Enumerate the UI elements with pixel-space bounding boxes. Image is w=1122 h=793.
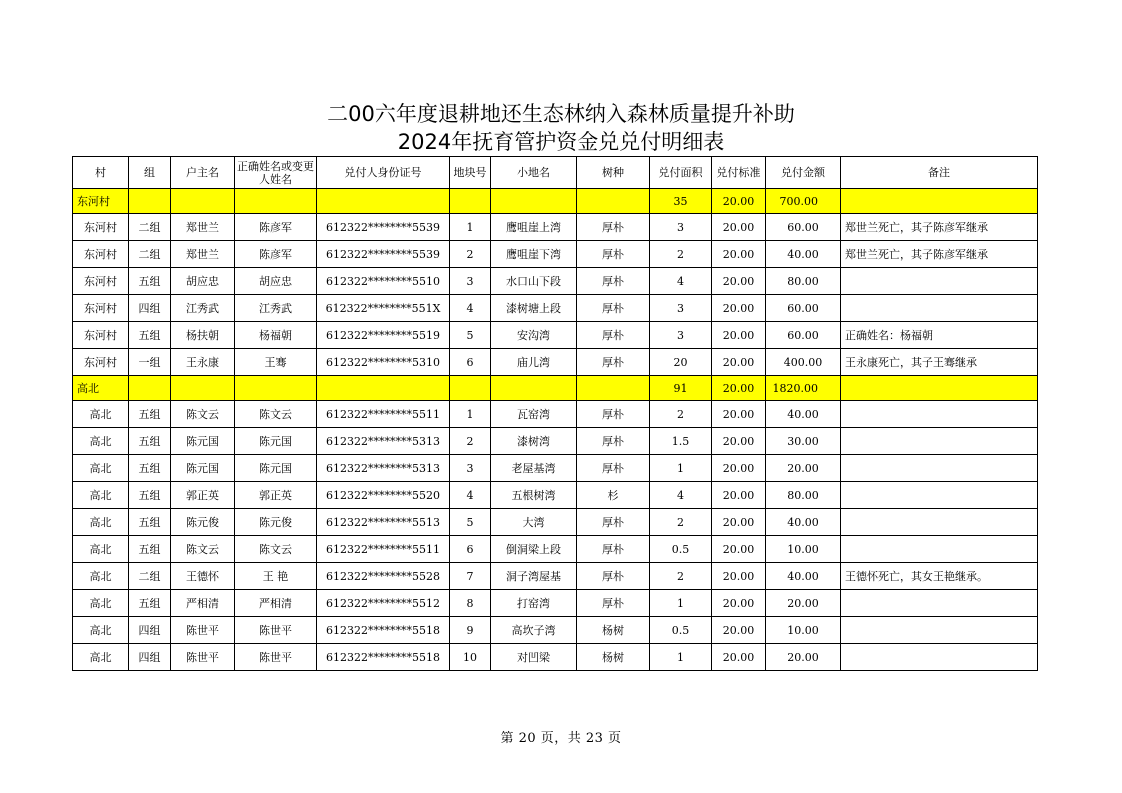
cell-group: 一组	[129, 349, 171, 376]
cell-area: 4	[650, 482, 712, 509]
cell-area: 1	[650, 455, 712, 482]
table-header-row	[73, 157, 1038, 189]
cell-remarks	[841, 509, 1038, 536]
header-amount: 兑付金额	[766, 157, 841, 189]
cell-amount: 60.00	[766, 322, 841, 349]
header-area: 兑付面积	[650, 157, 712, 189]
cell-correct-name: 陈元国	[235, 455, 317, 482]
cell-correct-name: 江秀武	[235, 295, 317, 322]
cell-plot-number: 10	[450, 644, 491, 671]
cell-rate: 20.00	[712, 295, 766, 322]
cell-tree-species: 厚朴	[577, 295, 650, 322]
table-row	[73, 590, 1038, 617]
cell-tree-species: 厚朴	[577, 590, 650, 617]
cell-place-name: 安沟湾	[491, 322, 577, 349]
cell-place-name: 瓦窑湾	[491, 401, 577, 428]
cell-remarks	[841, 536, 1038, 563]
cell-remarks	[841, 455, 1038, 482]
cell-remarks	[841, 428, 1038, 455]
cell-village: 东河村	[73, 349, 129, 376]
cell-group: 五组	[129, 455, 171, 482]
cell-householder: 陈文云	[171, 401, 235, 428]
cell-id-number: 612322********5313	[317, 455, 450, 482]
cell-place-name: 鹰咀崖上湾	[491, 214, 577, 241]
cell-rate: 20.00	[712, 349, 766, 376]
cell-group: 二组	[129, 214, 171, 241]
cell-rate: 20.00	[712, 536, 766, 563]
cell-amount: 700.00	[766, 189, 841, 214]
cell-village: 东河村	[73, 322, 129, 349]
cell-amount: 40.00	[766, 509, 841, 536]
document-title-line1: 二00六年度退耕地还生态林纳入森林质量提升补助	[327, 102, 795, 126]
cell-area: 2	[650, 401, 712, 428]
cell-householder: 胡应忠	[171, 268, 235, 295]
summary-row	[73, 376, 1038, 401]
cell-place-name: 对凹梁	[491, 644, 577, 671]
header-householder: 户主名	[171, 157, 235, 189]
cell-id-number: 612322********5512	[317, 590, 450, 617]
cell-householder: 陈元国	[171, 455, 235, 482]
cell-plot-number: 2	[450, 241, 491, 268]
cell-area: 4	[650, 268, 712, 295]
cell-tree-species: 杉	[577, 482, 650, 509]
cell-householder: 郑世兰	[171, 214, 235, 241]
cell-correct-name: 陈文云	[235, 401, 317, 428]
cell-id-number: 612322********5510	[317, 268, 450, 295]
cell-rate: 20.00	[712, 617, 766, 644]
cell-householder: 郑世兰	[171, 241, 235, 268]
cell-place-name	[491, 189, 577, 214]
cell-correct-name: 陈元国	[235, 428, 317, 455]
cell-plot-number: 1	[450, 401, 491, 428]
cell-remarks: 郑世兰死亡，其子陈彦军继承	[841, 241, 1038, 268]
cell-amount: 30.00	[766, 428, 841, 455]
table-row	[73, 617, 1038, 644]
cell-amount: 60.00	[766, 214, 841, 241]
cell-id-number: 612322********5511	[317, 401, 450, 428]
cell-plot-number	[450, 189, 491, 214]
cell-amount: 20.00	[766, 644, 841, 671]
cell-village: 高北	[73, 401, 129, 428]
cell-id-number: 612322********5520	[317, 482, 450, 509]
cell-correct-name: 严相清	[235, 590, 317, 617]
cell-remarks	[841, 401, 1038, 428]
cell-area: 2	[650, 241, 712, 268]
cell-village: 东河村	[73, 214, 129, 241]
cell-rate: 20.00	[712, 428, 766, 455]
cell-group: 五组	[129, 428, 171, 455]
cell-rate: 20.00	[712, 563, 766, 590]
cell-correct-name: 陈文云	[235, 536, 317, 563]
cell-village: 高北	[73, 376, 129, 401]
cell-remarks: 王德怀死亡，其女王艳继承。	[841, 563, 1038, 590]
cell-rate: 20.00	[712, 376, 766, 401]
cell-householder: 严相清	[171, 590, 235, 617]
cell-area: 0.5	[650, 536, 712, 563]
cell-group: 二组	[129, 241, 171, 268]
cell-householder: 杨扶朝	[171, 322, 235, 349]
cell-amount: 1820.00	[766, 376, 841, 401]
cell-householder: 陈世平	[171, 617, 235, 644]
cell-remarks	[841, 644, 1038, 671]
cell-group: 五组	[129, 590, 171, 617]
table-row	[73, 214, 1038, 241]
cell-amount: 40.00	[766, 401, 841, 428]
cell-tree-species: 厚朴	[577, 349, 650, 376]
cell-village: 高北	[73, 644, 129, 671]
cell-amount: 80.00	[766, 268, 841, 295]
header-place-name: 小地名	[491, 157, 577, 189]
cell-householder: 陈世平	[171, 644, 235, 671]
table-row	[73, 268, 1038, 295]
cell-tree-species: 厚朴	[577, 401, 650, 428]
cell-place-name: 五根树湾	[491, 482, 577, 509]
cell-id-number: 612322********5539	[317, 241, 450, 268]
cell-plot-number: 2	[450, 428, 491, 455]
cell-correct-name: 陈世平	[235, 644, 317, 671]
cell-id-number: 612322********5313	[317, 428, 450, 455]
cell-plot-number: 4	[450, 295, 491, 322]
cell-id-number: 612322********5519	[317, 322, 450, 349]
cell-plot-number: 8	[450, 590, 491, 617]
cell-remarks	[841, 617, 1038, 644]
cell-tree-species: 厚朴	[577, 536, 650, 563]
cell-place-name: 老屋基湾	[491, 455, 577, 482]
cell-householder: 王德怀	[171, 563, 235, 590]
table-row	[73, 536, 1038, 563]
table-row	[73, 563, 1038, 590]
header-id-number: 兑付人身份证号	[317, 157, 450, 189]
cell-id-number: 612322********551X	[317, 295, 450, 322]
payment-detail-table	[72, 156, 1038, 671]
summary-row	[73, 189, 1038, 214]
cell-area: 91	[650, 376, 712, 401]
cell-plot-number: 9	[450, 617, 491, 644]
cell-village: 高北	[73, 617, 129, 644]
cell-group: 五组	[129, 401, 171, 428]
cell-remarks: 正确姓名：杨福朝	[841, 322, 1038, 349]
cell-place-name: 漆树湾	[491, 428, 577, 455]
table-row	[73, 241, 1038, 268]
cell-area: 2	[650, 563, 712, 590]
cell-tree-species: 厚朴	[577, 428, 650, 455]
header-group: 组	[129, 157, 171, 189]
cell-tree-species: 厚朴	[577, 322, 650, 349]
cell-group: 四组	[129, 644, 171, 671]
cell-correct-name: 陈世平	[235, 617, 317, 644]
cell-area: 20	[650, 349, 712, 376]
cell-remarks	[841, 482, 1038, 509]
header-village: 村	[73, 157, 129, 189]
cell-place-name: 高坎子湾	[491, 617, 577, 644]
table-row	[73, 455, 1038, 482]
cell-rate: 20.00	[712, 509, 766, 536]
cell-id-number: 612322********5518	[317, 617, 450, 644]
cell-rate: 20.00	[712, 590, 766, 617]
cell-village: 高北	[73, 428, 129, 455]
cell-householder: 郭正英	[171, 482, 235, 509]
cell-id-number: 612322********5511	[317, 536, 450, 563]
cell-rate: 20.00	[712, 455, 766, 482]
cell-tree-species: 厚朴	[577, 563, 650, 590]
table-row	[73, 428, 1038, 455]
cell-group: 二组	[129, 563, 171, 590]
cell-area: 1	[650, 590, 712, 617]
cell-plot-number	[450, 376, 491, 401]
cell-rate: 20.00	[712, 241, 766, 268]
cell-area: 35	[650, 189, 712, 214]
cell-plot-number: 6	[450, 349, 491, 376]
cell-amount: 20.00	[766, 455, 841, 482]
cell-group: 四组	[129, 295, 171, 322]
cell-amount: 80.00	[766, 482, 841, 509]
cell-place-name: 鹰咀崖下湾	[491, 241, 577, 268]
cell-amount: 40.00	[766, 563, 841, 590]
cell-rate: 20.00	[712, 214, 766, 241]
cell-group: 五组	[129, 322, 171, 349]
cell-tree-species	[577, 376, 650, 401]
cell-amount: 10.00	[766, 617, 841, 644]
cell-plot-number: 3	[450, 268, 491, 295]
cell-village: 高北	[73, 482, 129, 509]
cell-id-number: 612322********5518	[317, 644, 450, 671]
cell-place-name: 倒洞梁上段	[491, 536, 577, 563]
header-correct-name: 正确姓名或变更人姓名	[235, 157, 317, 189]
cell-householder	[171, 189, 235, 214]
cell-amount: 20.00	[766, 590, 841, 617]
cell-tree-species	[577, 189, 650, 214]
cell-place-name: 水口山下段	[491, 268, 577, 295]
cell-place-name: 漆树塘上段	[491, 295, 577, 322]
cell-area: 0.5	[650, 617, 712, 644]
table-row	[73, 482, 1038, 509]
cell-remarks	[841, 268, 1038, 295]
cell-tree-species: 厚朴	[577, 509, 650, 536]
cell-correct-name: 杨福朝	[235, 322, 317, 349]
document-title-line2: 2024年抚育管护资金兑兑付明细表	[397, 130, 725, 154]
cell-correct-name: 陈元俊	[235, 509, 317, 536]
header-rate: 兑付标准	[712, 157, 766, 189]
cell-village: 东河村	[73, 241, 129, 268]
cell-plot-number: 3	[450, 455, 491, 482]
cell-village: 高北	[73, 536, 129, 563]
cell-correct-name	[235, 189, 317, 214]
cell-tree-species: 杨树	[577, 644, 650, 671]
cell-area: 3	[650, 214, 712, 241]
cell-plot-number: 5	[450, 509, 491, 536]
cell-group: 五组	[129, 509, 171, 536]
cell-group: 五组	[129, 536, 171, 563]
header-tree-species: 树种	[577, 157, 650, 189]
cell-remarks: 郑世兰死亡，其子陈彦军继承	[841, 214, 1038, 241]
cell-area: 1.5	[650, 428, 712, 455]
cell-village: 高北	[73, 455, 129, 482]
table-row	[73, 509, 1038, 536]
cell-place-name: 庙儿湾	[491, 349, 577, 376]
cell-area: 3	[650, 322, 712, 349]
table-row	[73, 349, 1038, 376]
cell-rate: 20.00	[712, 322, 766, 349]
cell-tree-species: 厚朴	[577, 455, 650, 482]
cell-amount: 60.00	[766, 295, 841, 322]
cell-tree-species: 杨树	[577, 617, 650, 644]
cell-group: 四组	[129, 617, 171, 644]
cell-correct-name: 郭正英	[235, 482, 317, 509]
cell-group	[129, 189, 171, 214]
cell-correct-name: 陈彦军	[235, 214, 317, 241]
cell-place-name: 大湾	[491, 509, 577, 536]
cell-village: 东河村	[73, 268, 129, 295]
cell-amount: 40.00	[766, 241, 841, 268]
cell-id-number	[317, 189, 450, 214]
header-plot-number: 地块号	[450, 157, 491, 189]
cell-plot-number: 1	[450, 214, 491, 241]
cell-correct-name	[235, 376, 317, 401]
cell-village: 高北	[73, 563, 129, 590]
cell-id-number: 612322********5310	[317, 349, 450, 376]
cell-tree-species: 厚朴	[577, 241, 650, 268]
cell-householder: 王永康	[171, 349, 235, 376]
cell-village: 东河村	[73, 189, 129, 214]
cell-tree-species: 厚朴	[577, 214, 650, 241]
cell-plot-number: 4	[450, 482, 491, 509]
cell-village: 高北	[73, 509, 129, 536]
cell-rate: 20.00	[712, 644, 766, 671]
cell-place-name	[491, 376, 577, 401]
cell-village: 东河村	[73, 295, 129, 322]
table-row	[73, 644, 1038, 671]
table-row	[73, 322, 1038, 349]
cell-remarks: 王永康死亡，其子王骞继承	[841, 349, 1038, 376]
cell-group	[129, 376, 171, 401]
table-row	[73, 401, 1038, 428]
cell-group: 五组	[129, 268, 171, 295]
cell-householder: 陈元国	[171, 428, 235, 455]
cell-rate: 20.00	[712, 482, 766, 509]
cell-plot-number: 5	[450, 322, 491, 349]
cell-id-number	[317, 376, 450, 401]
cell-group: 五组	[129, 482, 171, 509]
cell-area: 3	[650, 295, 712, 322]
cell-correct-name: 陈彦军	[235, 241, 317, 268]
cell-village: 高北	[73, 590, 129, 617]
cell-householder: 陈文云	[171, 536, 235, 563]
cell-amount: 10.00	[766, 536, 841, 563]
cell-remarks	[841, 376, 1038, 401]
cell-householder	[171, 376, 235, 401]
cell-plot-number: 6	[450, 536, 491, 563]
cell-id-number: 612322********5513	[317, 509, 450, 536]
cell-householder: 陈元俊	[171, 509, 235, 536]
cell-plot-number: 7	[450, 563, 491, 590]
cell-area: 1	[650, 644, 712, 671]
cell-area: 2	[650, 509, 712, 536]
cell-remarks	[841, 189, 1038, 214]
cell-rate: 20.00	[712, 401, 766, 428]
cell-rate: 20.00	[712, 268, 766, 295]
cell-correct-name: 王骞	[235, 349, 317, 376]
cell-id-number: 612322********5539	[317, 214, 450, 241]
cell-correct-name: 王 艳	[235, 563, 317, 590]
cell-id-number: 612322********5528	[317, 563, 450, 590]
cell-remarks	[841, 295, 1038, 322]
cell-place-name: 洞子湾屋基	[491, 563, 577, 590]
cell-remarks	[841, 590, 1038, 617]
page-number-footer: 第 20 页，共 23 页	[500, 731, 622, 746]
cell-rate: 20.00	[712, 189, 766, 214]
cell-householder: 江秀武	[171, 295, 235, 322]
cell-tree-species: 厚朴	[577, 268, 650, 295]
cell-correct-name: 胡应忠	[235, 268, 317, 295]
cell-place-name: 打窑湾	[491, 590, 577, 617]
cell-amount: 400.00	[766, 349, 841, 376]
table-row	[73, 295, 1038, 322]
header-remarks: 备注	[841, 157, 1038, 189]
